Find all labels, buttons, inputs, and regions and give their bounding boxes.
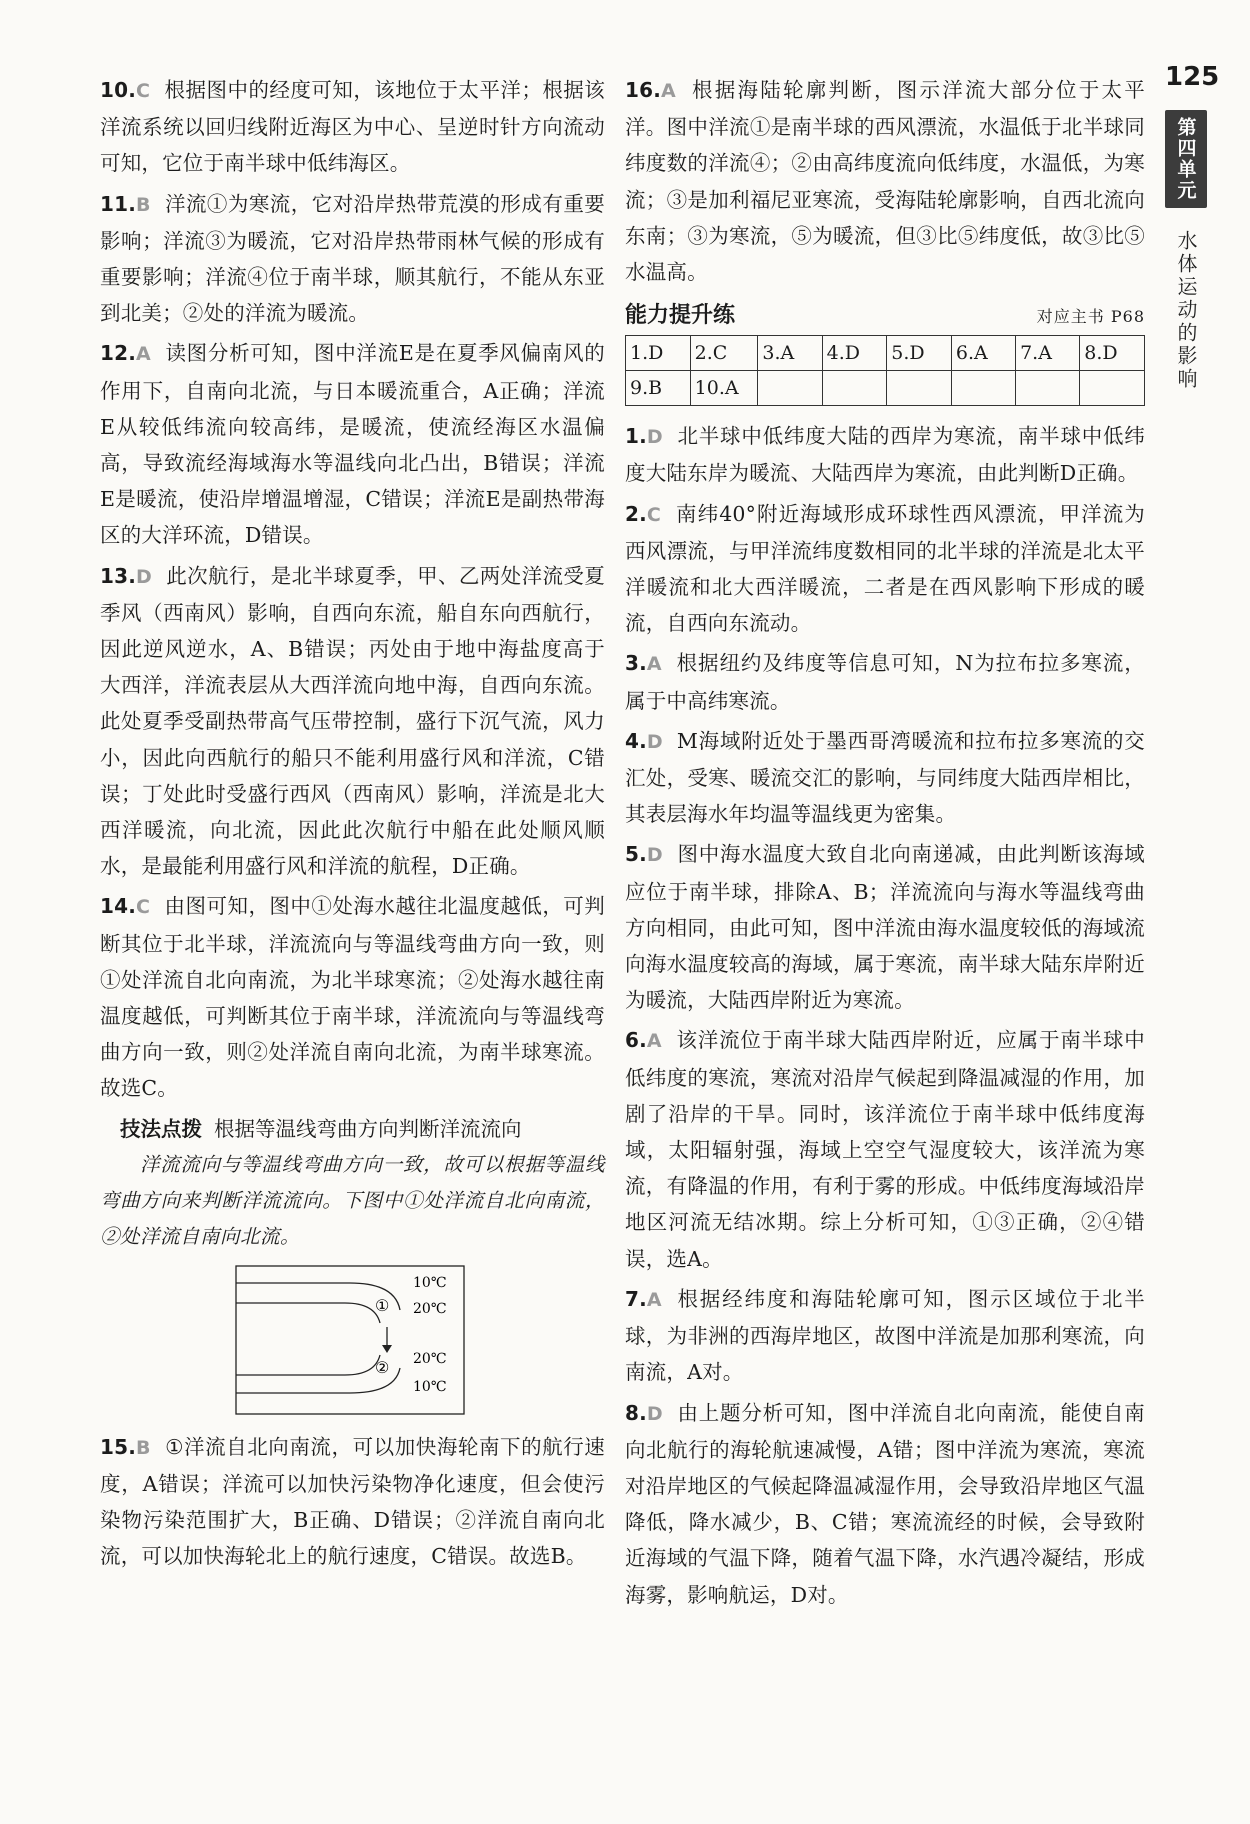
- question-answer: D: [646, 1402, 663, 1425]
- question-item: [625, 72, 1145, 290]
- question-answer: D: [136, 565, 153, 588]
- question-item: [100, 558, 605, 885]
- diagram-marker-2: ②: [375, 1357, 390, 1377]
- diagram-marker-1: ①: [375, 1295, 390, 1315]
- answer-cell: [1080, 371, 1145, 406]
- question-explanation: 根据图中的经度可知，该地位于太平洋；根据该洋流系统以回归线附近海区为中心、呈逆时针方向流动可知，它位于南半球中低纬海区。: [100, 78, 605, 176]
- question-item: [100, 72, 605, 182]
- section-ref: 对应主书 P68: [1036, 307, 1145, 327]
- question-answer: B: [136, 1436, 151, 1459]
- question-number: 7.: [625, 1286, 647, 1311]
- answer-table: [625, 335, 1145, 406]
- question-answer: A: [646, 1288, 662, 1311]
- unit-tab: 第四单元: [1165, 110, 1207, 208]
- question-explanation: 北半球中低纬度大陆的西岸为寒流，南半球中低纬度大陆东岸为暖流、大陆西岸为寒流，由此判断D正确。: [625, 424, 1145, 486]
- unit-topic: 水体运动的影响: [1174, 230, 1198, 391]
- answer-cell: [887, 371, 952, 406]
- answer-cell: 3.A: [758, 336, 822, 371]
- question-number: 1.: [625, 424, 647, 449]
- isotherm-diagram: [235, 1265, 465, 1415]
- answer-row: [626, 371, 1145, 406]
- answer-cell: 6.A: [951, 336, 1015, 371]
- right-column: [625, 72, 1145, 1617]
- answer-cell: [951, 371, 1015, 406]
- question-number: 2.: [625, 501, 647, 526]
- question-answer: C: [646, 503, 662, 526]
- question-number: 5.: [625, 842, 647, 867]
- question-item: [100, 888, 605, 1106]
- question-answer: A: [136, 343, 151, 366]
- question-explanation: 由上题分析可知，图中洋流自北向南流，能使自南向北航行的海轮航速减慢，A错；图中洋流为寒流，寒流对沿岸地区的气候起降温减湿作用，会导致沿岸地区气温降低，降水减少，B、C错；寒流流经的时候，会导致附近海域的气温下降，随着气温下降，水汽遇冷凝结，形成海雾，影响航运，D对。: [625, 1400, 1145, 1607]
- question-number: 11.: [100, 191, 137, 216]
- question-number: 4.: [625, 728, 647, 753]
- answer-cell: 8.D: [1080, 336, 1145, 371]
- answer-cell: 5.D: [887, 336, 952, 371]
- section-header: [625, 298, 1145, 329]
- question-explanation: 读图分析可知，图中洋流E是在夏季风偏南风的作用下，自南向北流，与日本暖流重合，A正确；洋流E从较低纬流向较高纬，是暖流，使流经海区水温偏高，导致流经海域海水等温线向北凸出，B错误；洋流E是暖流，使沿岸增温增湿，C错误；洋流E是副热带海区的大洋环流，D错误。: [100, 341, 605, 548]
- answer-cell: 4.D: [822, 336, 887, 371]
- answer-cell: 10.A: [690, 371, 758, 406]
- tip-body: 洋流流向与等温线弯曲方向一致，故可以根据等温线弯曲方向来判断洋流流向。下图中①处洋流自北向南流，②处洋流自南向北流。: [100, 1152, 605, 1248]
- page-number: 125: [1165, 62, 1220, 92]
- question-answer: C: [136, 80, 151, 102]
- answer-cell: 9.B: [626, 371, 691, 406]
- answer-row: [626, 336, 1145, 371]
- question-number: 8.: [625, 1400, 647, 1425]
- question-explanation: ①洋流自北向南流，可以加快海轮南下的航行速度，A错误；洋流可以加快污染物净化速度，但会使污染物污染范围扩大，B正确、D错误；②洋流自南向北流，可以加快海轮北上的航行速度，C错误。故选B。: [100, 1434, 605, 1569]
- tip-header: [100, 1111, 605, 1147]
- question-number: 6.: [625, 1028, 647, 1053]
- answer-cell: 1.D: [626, 336, 691, 371]
- question-number: 14.: [100, 894, 137, 919]
- question-answer: C: [136, 896, 151, 919]
- question-item: [625, 496, 1145, 642]
- diagram-label-bottom-2: 10℃: [413, 1378, 447, 1395]
- question-item: [625, 723, 1145, 833]
- tip-title: 根据等温线弯曲方向判断洋流流向: [214, 1116, 522, 1141]
- question-answer: D: [646, 844, 663, 867]
- left-column: [100, 72, 605, 1579]
- diagram-label-bottom-1: 20℃: [413, 1350, 447, 1367]
- question-explanation: 洋流①为寒流，它对沿岸热带荒漠的形成有重要影响；洋流③为暖流，它对沿岸热带雨林气候的形成有重要影响；洋流④位于南半球，顺其航行，不能从东亚到北美；②处的洋流为暖流。: [100, 191, 605, 326]
- diagram-label-top-1: 10℃: [413, 1274, 447, 1291]
- question-answer: D: [646, 730, 663, 753]
- question-item: [625, 836, 1145, 1018]
- diagram-label-top-2: 20℃: [413, 1300, 447, 1317]
- question-explanation: M海域附近处于墨西哥湾暖流和拉布拉多寒流的交汇处，受寒、暖流交汇的影响，与同纬度大陆西岸相比，其表层海水年均温等温线更为密集。: [625, 728, 1145, 827]
- question-explanation: 根据经纬度和海陆轮廓可知，图示区域位于北半球，为非洲的西海岸地区，故图中洋流是加那利寒流，向南流，A对。: [625, 1286, 1145, 1385]
- question-explanation: 根据纽约及纬度等信息可知，N为拉布拉多寒流，属于中高纬寒流。: [625, 651, 1145, 713]
- question-number: 13.: [100, 563, 137, 588]
- question-explanation: 南纬40°附近海域形成环球性西风漂流，甲洋流为西风漂流，与甲洋流纬度数相同的北半球的洋流是北太平洋暖流和北大西洋暖流，二者是在西风影响下形成的暖流，自西向东流动。: [625, 501, 1145, 636]
- section-title: 能力提升练: [625, 303, 736, 329]
- answer-cell: [822, 371, 887, 406]
- question-answer: B: [136, 193, 151, 216]
- question-item: [625, 1281, 1145, 1391]
- question-explanation: 图中海水温度大致自北向南递减，由此判断该海域应位于南半球，排除A、B；洋流流向与海水等温线弯曲方向相同，由此可知，图中洋流由海水温度较低的海域流向海水温度较高的海域，属于寒流，南半球大陆东岸附近为暖流，大陆西岸附近为寒流。: [625, 842, 1145, 1013]
- question-explanation: 该洋流位于南半球大陆西岸附近，应属于南半球中低纬度的寒流，寒流对沿岸气候起到降温减湿的作用，加剧了沿岸的干旱。同时，该洋流位于南半球中低纬度海域，太阳辐射强，海域上空空气湿度较大，该洋流为寒流，有降温的作用，有利于雾的形成。中低纬度海域沿岸地区河流无结冰期。综上分析可知，①③正确，②④错误，选A。: [625, 1028, 1145, 1271]
- question-item: [100, 1429, 605, 1575]
- question-number: 12.: [100, 341, 137, 366]
- question-answer: A: [661, 80, 676, 102]
- question-item: [625, 1395, 1145, 1613]
- question-answer: A: [646, 653, 662, 676]
- question-explanation: 根据海陆轮廓判断，图示洋流大部分位于太平洋。图中洋流①是南半球的西风漂流，水温低于北半球同纬度数的洋流④；②由高纬度流向低纬度，水温低，为寒流；③是加利福尼亚寒流，受海陆轮廓影响，自西北流向东南；③为寒流，⑤为暖流，但③比⑤纬度低，故③比⑤水温高。: [625, 78, 1145, 285]
- question-number: 15.: [100, 1434, 137, 1459]
- answer-cell: [758, 371, 822, 406]
- question-number: 16.: [625, 78, 662, 102]
- question-item: [625, 418, 1145, 491]
- tip-label: 技法点拨: [120, 1116, 202, 1141]
- question-number: 10.: [100, 78, 137, 102]
- question-answer: D: [646, 426, 663, 449]
- answer-cell: 7.A: [1016, 336, 1080, 371]
- answer-cell: [1016, 371, 1080, 406]
- question-explanation: 由图可知，图中①处海水越往北温度越低，可判断其位于北半球，洋流流向与等温线弯曲方向一致，则①处洋流自北向南流，为北半球寒流；②处海水越往南温度越低，可判断其位于南半球，洋流流向与等温线弯曲方向一致，则②处洋流自南向北流，为南半球寒流。故选C。: [100, 894, 605, 1101]
- question-answer: A: [646, 1030, 662, 1053]
- question-item: [625, 1022, 1145, 1276]
- question-number: 3.: [625, 651, 647, 676]
- question-item: [625, 645, 1145, 718]
- question-explanation: 此次航行，是北半球夏季，甲、乙两处洋流受夏季风（西南风）影响，自西向东流，船自东向西航行，因此逆风逆水，A、B错误；丙处由于地中海盐度高于大西洋，洋流表层从大西洋流向地中海，自西向东流。此处夏季受副热带高气压带控制，盛行下沉气流，风力小，因此向西航行的船只不能利用盛行风和洋流，C错误；丁处此时受盛行西风（西南风）影响，洋流是北大西洋暖流，向北流，因此此次航行中船在此处顺风顺水，是最能利用盛行风和洋流的航程，D正确。: [100, 563, 605, 879]
- answer-cell: 2.C: [690, 336, 758, 371]
- question-item: [100, 186, 605, 332]
- question-item: [100, 335, 605, 553]
